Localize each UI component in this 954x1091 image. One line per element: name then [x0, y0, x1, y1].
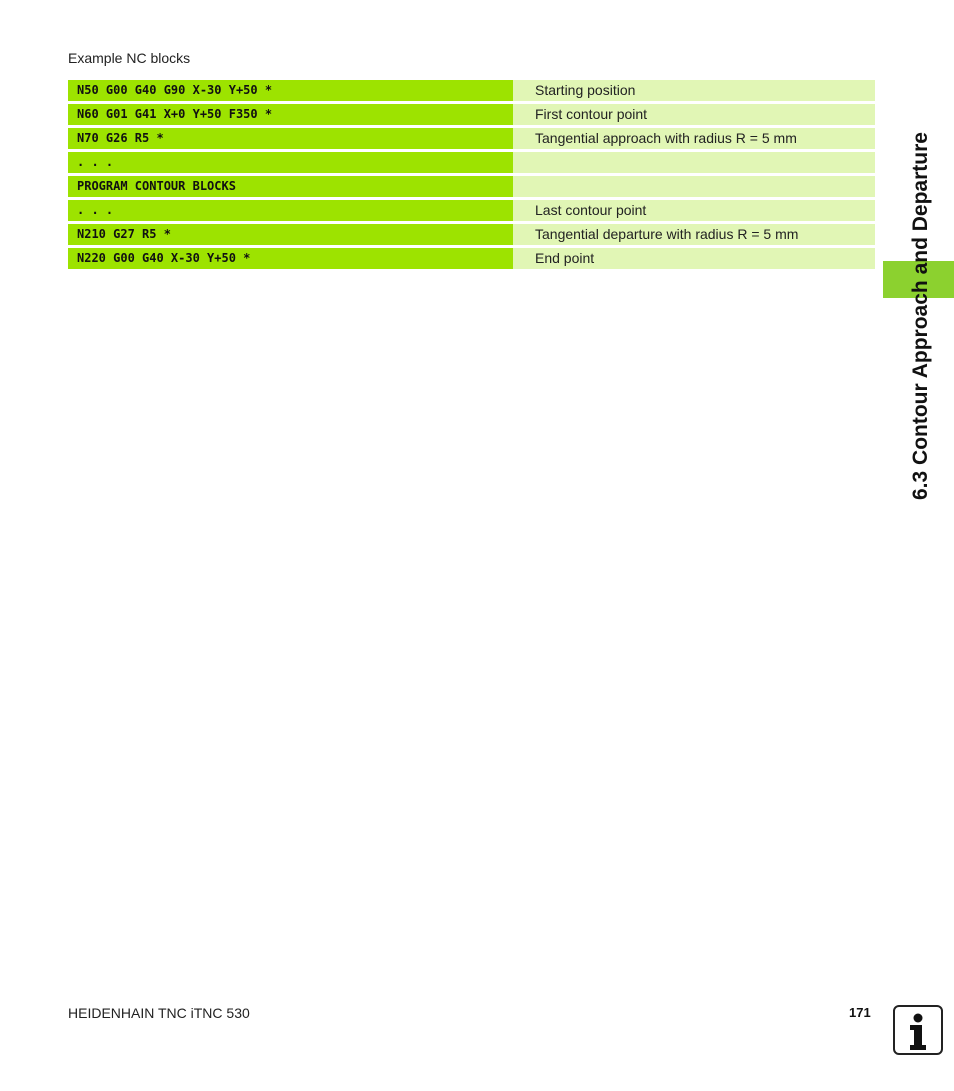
- nc-code: N50 G00 G40 G90 X-30 Y+50 *: [68, 80, 513, 101]
- table-row: [68, 104, 875, 125]
- caption: Example NC blocks: [68, 50, 191, 66]
- nc-description: Tangential approach with radius R = 5 mm: [513, 128, 875, 149]
- table-row: [68, 152, 875, 173]
- nc-block-table: [68, 80, 875, 272]
- table-row: [68, 176, 875, 197]
- nc-code: N220 G00 G40 X-30 Y+50 *: [68, 248, 513, 269]
- table-row: [68, 248, 875, 269]
- table-row: [68, 80, 875, 101]
- manual-title: HEIDENHAIN TNC iTNC 530: [68, 1005, 250, 1021]
- nc-description: End point: [513, 248, 875, 269]
- page-number: 171: [849, 1005, 871, 1020]
- nc-description: Tangential departure with radius R = 5 mm: [513, 224, 875, 245]
- table-row: [68, 128, 875, 149]
- nc-description: First contour point: [513, 104, 875, 125]
- nc-code: . . .: [68, 152, 513, 173]
- nc-description: Starting position: [513, 80, 875, 101]
- section-title: 6.3 Contour Approach and Departure: [909, 132, 932, 500]
- nc-description: Last contour point: [513, 200, 875, 221]
- nc-code: N210 G27 R5 *: [68, 224, 513, 245]
- nc-code: N60 G01 G41 X+0 Y+50 F350 *: [68, 104, 513, 125]
- nc-code: N70 G26 R5 *: [68, 128, 513, 149]
- nc-code: . . .: [68, 200, 513, 221]
- table-row: [68, 224, 875, 245]
- info-icon: [893, 1005, 943, 1055]
- nc-description: [513, 152, 875, 173]
- table-row: [68, 200, 875, 221]
- nc-description: [513, 176, 875, 197]
- nc-code: PROGRAM CONTOUR BLOCKS: [68, 176, 513, 197]
